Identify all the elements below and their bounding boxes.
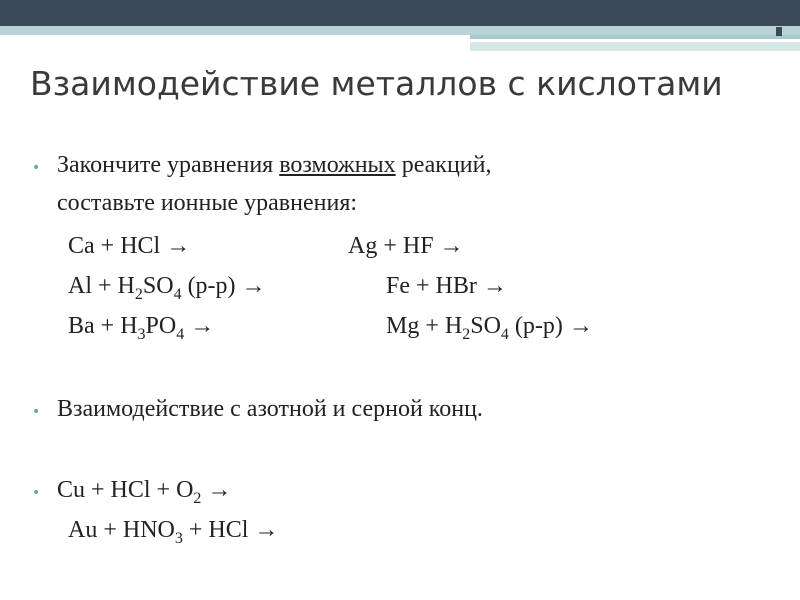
bullet-icon: • [32, 485, 41, 501]
bullet-concentrated-acids: Взаимодействие с азотной и серной конц. [57, 396, 483, 422]
reaction-fe-hbr: Fe + HBr → [386, 273, 507, 299]
bullet-icon: • [32, 404, 41, 420]
bullet-icon: • [32, 160, 41, 176]
reaction-cu-hcl-o2: Cu + HCl + $O_2$ → [57, 477, 232, 507]
reaction-mg-h2so4: $Mg + H_2SO_4$ (р-р) → [386, 313, 593, 343]
slide-title: Взаимодействие металлов с кислотами [30, 64, 723, 103]
task-line-1 [57, 152, 491, 179]
top-band-teal-light [470, 42, 800, 51]
task-text-end: реакций, [395, 152, 492, 178]
top-band-teal [0, 26, 800, 35]
task-text: Закончите уравнения [57, 152, 280, 178]
reaction-al-h2so4: $Al + H_2SO_4$ (р-р) → [68, 273, 266, 303]
reaction-ba-h3po4: $Ba + H_3PO_4$ → [68, 313, 215, 343]
task-line-2: составьте ионные уравнения: [57, 190, 358, 216]
task-underlined: возможных [279, 152, 396, 178]
top-band-dark [0, 0, 800, 26]
top-band-teal-thin [470, 35, 800, 39]
reaction-au-aqua-regia: $Au + HNO_3$ + HCl → [68, 517, 279, 547]
corner-accent [776, 27, 782, 36]
reaction-ca-hcl: Ca + HCl → [68, 233, 191, 259]
reaction-ag-hf: Ag + HF → [348, 233, 464, 259]
